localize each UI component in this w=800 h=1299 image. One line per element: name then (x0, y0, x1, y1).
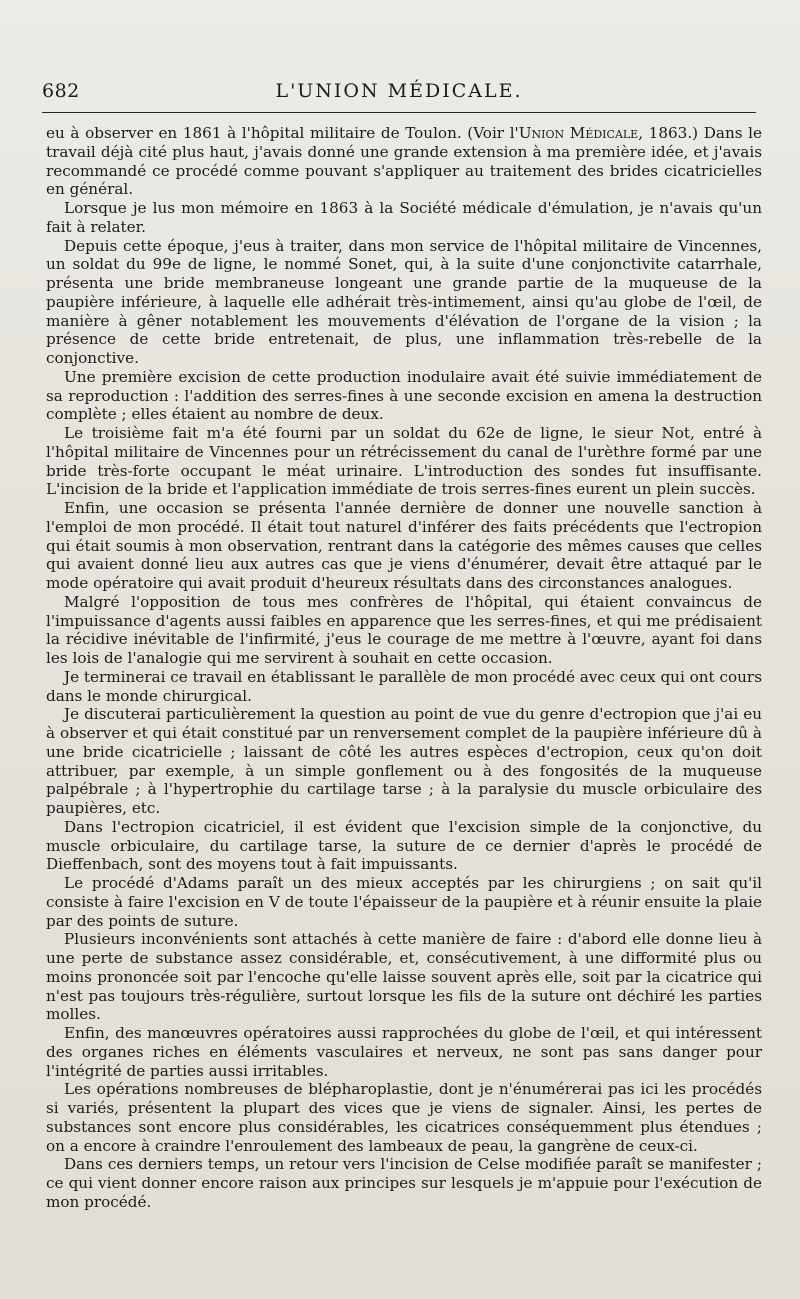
paragraph-4: Une première excision de cette production inodulaire avait été suivie immédiatement de sa reproduction : l'addition des serres-fines à une seconde excision en amena la destruction complète ; elles étaient au nombre de deux. (46, 367, 762, 424)
paragraph-13: Enfin, des manœuvres opératoires aussi rapprochées du globe de l'œil, et qui intéressent des organes riches en éléments vasculaires et nerveux, ne sont pas sans danger pour l'intégrité de parties aussi irritables. (46, 1024, 762, 1080)
page-number: 682 (42, 80, 80, 102)
paragraph-1-text: eu à observer en 1861 à l'hôpital militaire de Toulon. (Voir l' (46, 124, 519, 142)
paragraph-7: Malgré l'opposition de tous mes confrères de l'hôpital, qui étaient convaincus de l'impuissance d'agents aussi faibles en apparence que les serres-fines, et qui me prédisaient la récidive inévitable de l'infirmité, j'eus le courage de me mettre à l'œuvre, ayant foi dans les lois de l'analogie qui me servirent à souhait en cette occasion. (46, 592, 762, 667)
paragraph-1 (46, 124, 762, 199)
paragraph-5: Le troisième fait m'a été fourni par un soldat du 62e de ligne, le sieur Not, entré à l'hôpital militaire de Vincennes pour un rétrécissement du canal de l'urèthre formé par une bride très-forte occupant le méat urinaire. L'introduction des sondes fut insuffisante. L'incision de la bride et l'application immédiate de trois serres-fines eurent un plein succès. (46, 424, 762, 499)
paragraph-11: Le procédé d'Adams paraît un des mieux acceptés par les chirurgiens ; on sait qu'il consiste à faire l'excision en V de toute l'épaisseur de la paupière et à réunir ensuite la plaie par des points de suture. (46, 874, 762, 930)
article-body (46, 124, 762, 1212)
header-rule (42, 112, 756, 113)
paragraph-6: Enfin, une occasion se présenta l'année dernière de donner une nouvelle sanction à l'emploi de mon procédé. Il était tout naturel d'inférer des faits précédents que l'ectropion qui était soumis à mon observation, rentrant dans la catégorie des mêmes causes que celles qui avaient donné lieu aux autres cas que je viens d'énumérer, devait être attaqué par le mode opératoire qui avait produit d'heureux résultats dans des circonstances analogues. (46, 499, 762, 592)
paragraph-12: Plusieurs inconvénients sont attachés à cette manière de faire : d'abord elle donne lieu à une perte de substance assez considérable, et, consécutivement, à une difformité plus ou moins prononcée soit par l'encoche qu'elle laisse souvent après elle, soit par la cicatrice qui n'est pas toujours très-régulière, surtout lorsque les fils de la suture ont déchiré les parties molles. (46, 930, 762, 1024)
paragraph-14: Les opérations nombreuses de blépharoplastie, dont je n'énumérerai pas ici les procédés si variés, présentent la plupart des vices que je viens de signaler. Ainsi, les pertes de substances sont encore plus considérables, les cicatrices conséquemment plus étendues ; on a encore à craindre l'enroulement des lambeaux de peau, la gangrène de ceux-ci. (46, 1080, 762, 1155)
paragraph-3: Depuis cette époque, j'eus à traiter, dans mon service de l'hôpital militaire de Vincennes, un soldat du 99e de ligne, le nommé Sonet, qui, à la suite d'une conjonctivite catarrhale, présenta une bride membraneuse longeant une grande partie de la muqueuse de la paupière inférieure, à laquelle elle adhérait très-intimement, ainsi qu'au globe de l'œil, de manière à gêner notablement les mouvements d'élévation de l'organe de la vision ; la présence de cette bride entretenait, de plus, une inflammation très-rebelle de la conjonctive. (46, 236, 762, 367)
paragraph-2: Lorsque je lus mon mémoire en 1863 à la Société médicale d'émulation, je n'avais qu'un fait à relater. (46, 199, 762, 236)
running-head (42, 80, 756, 106)
journal-name-smallcaps: Union Médicale (518, 124, 639, 142)
paragraph-10: Dans l'ectropion cicatriciel, il est évident que l'excision simple de la conjonctive, du muscle orbiculaire, du cartilage tarse, la suture de ce dernier d'après le procédé de Dieffenbach, sont des moyens tout à fait impuissants. (46, 817, 762, 874)
paragraph-15: Dans ces derniers temps, un retour vers l'incision de Celse modifiée paraît se manifester ; ce qui vient donner encore raison aux principes sur lesquels je m'appuie pour l'exécution de mon procédé. (46, 1155, 762, 1211)
paragraph-1-text-cont: , 1863.) Dans le travail déjà cité plus haut, j'avais donné une grande extension à ma première idée, et j'avais recommandé ce procédé comme pouvant s'appliquer au traitement des brides cicatricielles en général. (46, 124, 762, 199)
journal-title: L'UNION MÉDICALE. (275, 80, 523, 102)
paragraph-8: Je terminerai ce travail en établissant le parallèle de mon procédé avec ceux qui ont cours dans le monde chirurgical. (46, 667, 762, 705)
paragraph-9: Je discuterai particulièrement la question au point de vue du genre d'ectropion que j'ai eu à observer et qui était constitué par un renversement complet de la paupière inférieure dû à une bride cicatricielle ; laissant de côté les autres espèces d'ectropion, ceux qu'on doit attribuer, par exemple, à un simple gonflement ou à des fongosités de la muqueuse palpébrale ; à l'hypertrophie du cartilage tarse ; à la paralysie du muscle orbiculaire des paupières, etc. (46, 705, 762, 817)
